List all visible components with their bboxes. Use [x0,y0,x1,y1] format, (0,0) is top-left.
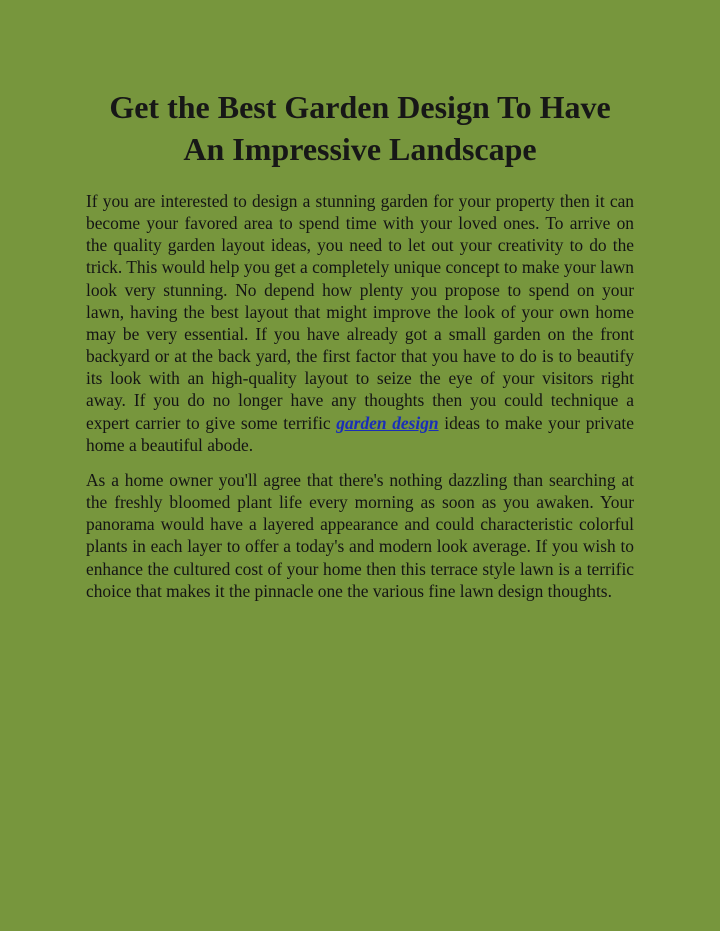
paragraph-1-text-before-link: If you are interested to design a stunning garden for your property then it can become your favored area to spend time with your loved ones. To arrive on the quality garden layout ideas, you need to let out your creativity to do the trick. This would help you get a completely unique concept to make your lawn look very stunning. No depend how plenty you propose to spend on your lawn, having the best layout that might improve the look of your own home may be very essential. If you have already got a small garden on the front backyard or at the back yard, the first factor that you have to do is to beautify its look with an high-quality layout to seize the eye of your visitors right away. If you do no longer have any thoughts then you could technique a expert carrier to give some terrific [86,191,634,433]
page-title [86,86,634,170]
paragraph-1-text-after-link: ideas to make your private home a beautiful abode. [86,412,634,455]
page-title-line-1: Get the Best Garden Design To Have [109,89,611,125]
body-paragraph-2: As a home owner you'll agree that there's nothing dazzling than searching at the freshly bloomed plant life every morning as soon as you awaken. Your panorama would have a layered appearance and could characteristic colorful plants in each layer to offer a today's and modern look average. If you wish to enhance the cultured cost of your home then this terrace style lawn is a terrific choice that makes it the pinnacle one the various fine lawn design thoughts. [86,469,634,601]
garden-design-link[interactable]: garden design [336,412,439,433]
page-title-line-2: An Impressive Landscape [183,131,537,167]
body-paragraph-1 [86,190,634,456]
